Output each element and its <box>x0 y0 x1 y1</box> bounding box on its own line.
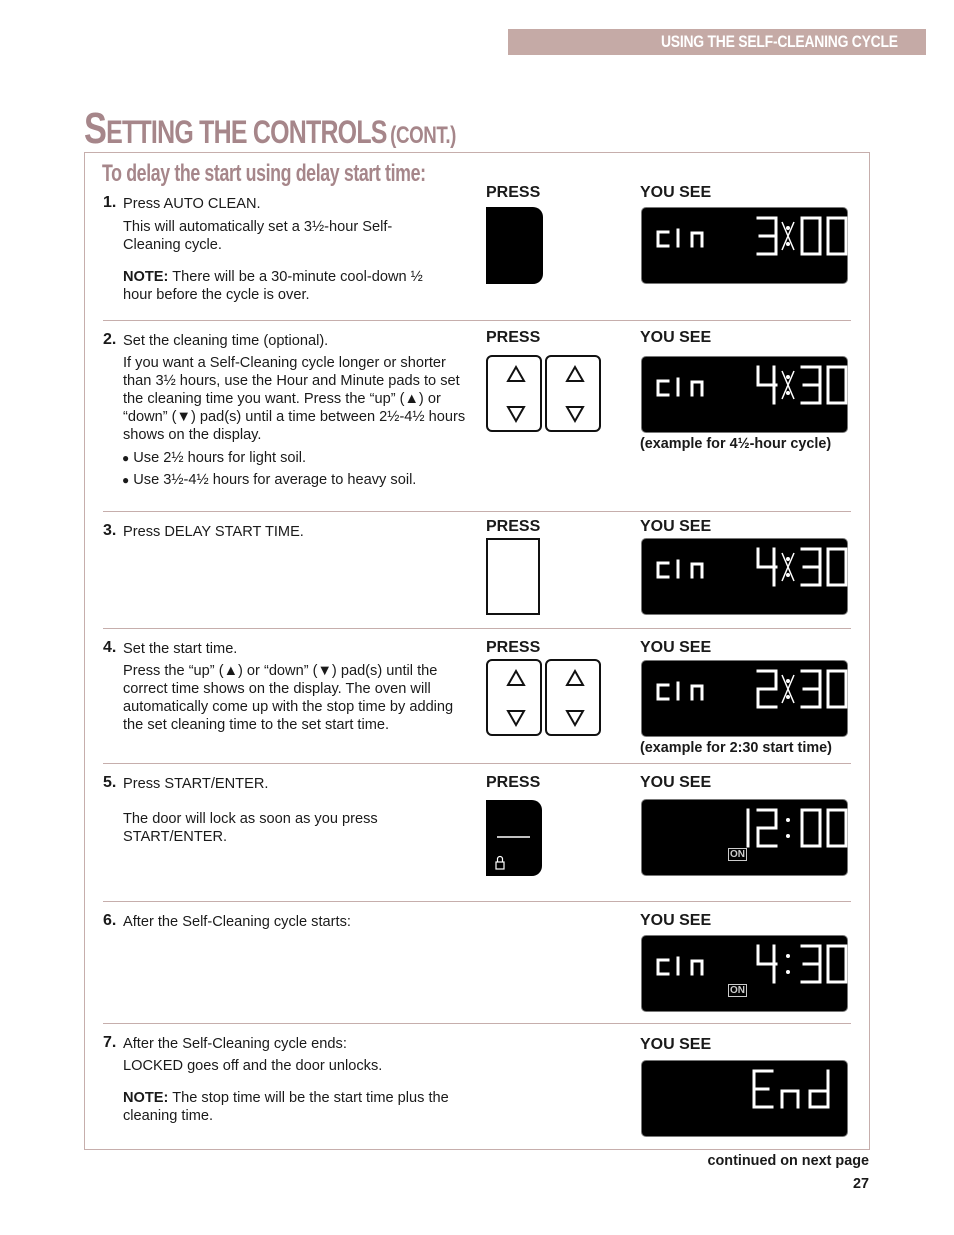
display-readout-cln-230 <box>642 661 849 738</box>
press-label: PRESS <box>486 774 541 791</box>
display-panel <box>641 538 848 615</box>
note-label: NOTE: <box>123 1090 169 1106</box>
title-first-letter: S <box>84 104 107 153</box>
you-see-label: YOU SEE <box>640 518 712 535</box>
step-action: Press START/ENTER. <box>123 776 269 792</box>
delay-start-pad[interactable] <box>486 538 540 615</box>
you-see-label: YOU SEE <box>640 639 712 656</box>
up-down-arrows-icon <box>488 661 544 738</box>
press-label: PRESS <box>486 329 541 346</box>
title-rest: ETTING THE CONTROLS <box>106 114 387 150</box>
step-detail: Press the “up” (▲) or “down” (▼) pad(s) until the correct time shows on the display. The oven will automatically come up with the stop time by adding the set cleaning time to the set start time. <box>123 663 454 733</box>
display-readout-1200 <box>642 800 849 877</box>
step-number: 4. <box>103 639 117 656</box>
divider <box>103 1023 851 1024</box>
step-number: 2. <box>103 331 117 348</box>
note-label: NOTE: <box>123 269 169 285</box>
up-down-arrows-icon <box>488 357 544 434</box>
step-action: Set the cleaning time (optional). <box>123 333 329 349</box>
display-panel <box>641 799 848 876</box>
you-see-label: YOU SEE <box>640 329 712 346</box>
step-number: 5. <box>103 774 117 791</box>
display-caption: (example for 2:30 start time) <box>640 740 832 756</box>
step-detail: If you want a Self-Cleaning cycle longer or shorter than 3½ hours, use the Hour and Minute pads to set the cleaning time you want. Press the “up” (▲) or “down” (▼) pad(s) until a time between 2½-4½ hours shows on the display. <box>123 355 466 443</box>
auto-clean-pad[interactable] <box>486 207 543 284</box>
you-see-label: YOU SEE <box>640 1036 712 1053</box>
section-header-band <box>508 29 926 55</box>
on-indicator: ON <box>730 985 745 996</box>
display-panel <box>641 207 848 284</box>
step-number: 7. <box>103 1034 117 1051</box>
press-label: PRESS <box>486 639 541 656</box>
display-readout-end <box>642 1061 849 1138</box>
title-cont: (CONT.) <box>390 122 457 149</box>
note-text: There will be a 30-minute cool-down ½ hour before the cycle is over. <box>123 269 423 303</box>
step-detail: The door will lock as soon as you press START/ENTER. <box>123 811 378 845</box>
step-note <box>123 1089 468 1125</box>
minute-pad[interactable] <box>545 659 601 736</box>
divider <box>103 901 851 902</box>
display-panel <box>641 935 848 1012</box>
subheading: To delay the start using delay start time: <box>102 160 426 187</box>
press-label: PRESS <box>486 184 541 201</box>
display-readout-cln-430 <box>642 357 849 434</box>
hour-pad[interactable] <box>486 355 542 432</box>
minute-pad[interactable] <box>545 355 601 432</box>
section-header: USING THE SELF-CLEANING CYCLE <box>661 32 898 51</box>
display-panel <box>641 356 848 433</box>
you-see-label: YOU SEE <box>640 774 712 791</box>
page-number: 27 <box>852 1176 869 1192</box>
step-number: 3. <box>103 522 117 539</box>
divider <box>103 763 851 764</box>
page-title <box>84 104 456 154</box>
you-see-label: YOU SEE <box>640 912 712 929</box>
step-action: After the Self-Cleaning cycle starts: <box>123 914 351 930</box>
up-down-arrows-icon <box>547 357 603 434</box>
step-action: Press DELAY START TIME. <box>123 524 304 540</box>
step-note <box>123 268 453 304</box>
list-item: ● Use 2½ hours for light soil. <box>122 450 306 466</box>
start-enter-pad[interactable] <box>486 800 542 876</box>
display-readout-cln-330 <box>642 208 849 285</box>
hour-pad[interactable] <box>486 659 542 736</box>
you-see-label: YOU SEE <box>640 184 712 201</box>
display-panel <box>641 660 848 737</box>
step-action: Press AUTO CLEAN. <box>123 196 261 212</box>
lock-icon <box>486 800 542 876</box>
divider <box>103 320 851 321</box>
step-detail: LOCKED goes off and the door unlocks. <box>123 1058 383 1074</box>
step-detail: This will automatically set a 3½-hour Self-Cleaning cycle. <box>123 219 393 253</box>
note-text: The stop time will be the start time plus the cleaning time. <box>123 1090 449 1124</box>
continued-note: continued on next page <box>707 1153 869 1169</box>
list-item: ● Use 3½-4½ hours for average to heavy soil. <box>122 472 416 488</box>
step-number: 6. <box>103 912 117 929</box>
step-action: After the Self-Cleaning cycle ends: <box>123 1036 347 1052</box>
display-panel <box>641 1060 848 1137</box>
divider <box>103 628 851 629</box>
press-label: PRESS <box>486 518 541 535</box>
display-readout-cln-430 <box>642 936 849 1013</box>
display-readout-cln-430 <box>642 539 849 616</box>
step-action: Set the start time. <box>123 641 238 657</box>
step-number: 1. <box>103 194 117 211</box>
divider <box>103 511 851 512</box>
display-caption: (example for 4½-hour cycle) <box>640 436 832 452</box>
on-indicator: ON <box>730 849 745 860</box>
up-down-arrows-icon <box>547 661 603 738</box>
